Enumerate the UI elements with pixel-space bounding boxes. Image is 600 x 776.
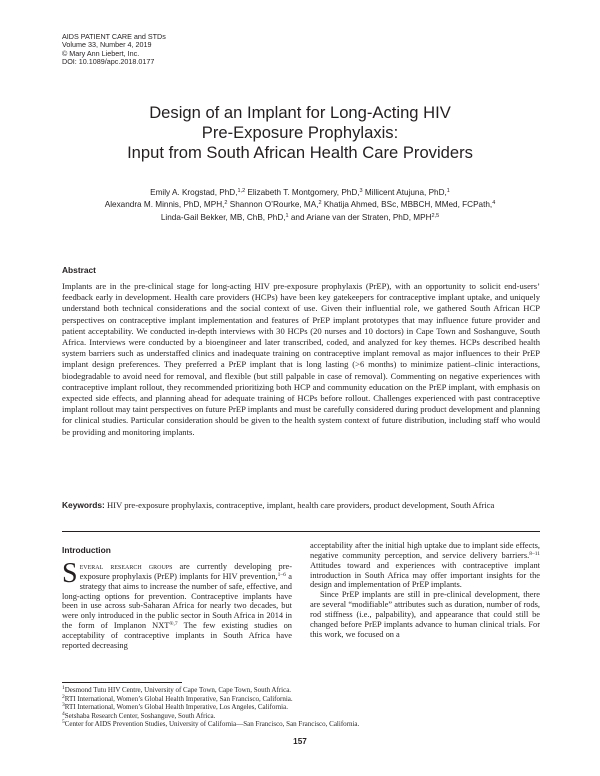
keywords-label: Keywords:: [62, 500, 105, 510]
footnote-marker: 1: [62, 685, 65, 691]
intro-column-left: [62, 558, 292, 651]
author-affil: 2: [318, 200, 322, 207]
journal-header: [62, 33, 166, 67]
author-name: Millicent Atujuna, PhD,: [362, 188, 447, 197]
footnote-text: Center for AIDS Prevention Studies, University of California—San Francisco, San Francisco, California.: [64, 720, 360, 729]
author-affil: 2: [224, 200, 228, 207]
footnote: [62, 720, 359, 729]
footnote-marker: 3: [62, 702, 65, 709]
footnote-text: Setshaba Research Center, Soshanguve, South Africa.: [64, 711, 216, 720]
footnote: [62, 703, 359, 712]
journal-volume: Volume 33, Number 4, 2019: [62, 40, 152, 50]
footnote-marker: 2: [62, 693, 65, 700]
footnote-marker: 5: [62, 719, 65, 726]
author-affil: 1: [285, 212, 289, 219]
intro-text: are currently developing pre-exposure prophylaxis (PrEP) implants for HIV prevention,: [79, 562, 292, 581]
intro-column-right: [310, 541, 540, 639]
author-name: Emily A. Krogstad, PhD,: [150, 188, 238, 197]
journal-name: AIDS PATIENT CARE and STDs: [62, 32, 166, 41]
keywords: [62, 500, 540, 512]
footnote-divider: [62, 682, 182, 683]
author-name: and Ariane van der Straten, PhD, MPH: [288, 212, 432, 222]
page-number: 157: [293, 737, 307, 746]
title-line-2: Pre-Exposure Prophylaxis:: [201, 123, 399, 142]
author-name: Khatija Ahmed, BSc, MBBCH, MMed, FCPath,: [321, 200, 493, 210]
title-line-3: Input from South African Health Care Providers: [127, 143, 473, 162]
footnote-marker: 4: [62, 710, 65, 717]
author-list: [40, 187, 560, 224]
footnote: [62, 695, 359, 704]
footnote-text: Desmond Tutu HIV Centre, University of Cape Town, Cape Town, South Africa.: [64, 686, 292, 694]
intro-paragraph-2: Since PrEP implants are still in pre-clinical development, there are several “modifiable” attributes such as duration, number of rods, rod stiffness (i.e., palpability), and appearance that could still be changed before PrEP implants advance to human clinical trials. For this work, we focused on a: [310, 590, 540, 639]
author-line-3: [40, 212, 560, 224]
author-affil: 3: [359, 188, 363, 194]
author-affil: 1,2: [237, 188, 246, 194]
intro-text: a strategy that aims to increase the number of safe, effective, and long-acting options for prevention. Contraceptive implants have been in use across sub-Saharan Africa for nearly two decades, but were only introduced in the public sector in South Africa in 2014 in the form of Implanon NXT: [62, 571, 292, 631]
author-line-1: [40, 187, 560, 199]
intro-lead-in: everal research groups: [79, 562, 173, 571]
article-title: [60, 103, 540, 163]
author-name: Linda-Gail Bekker, MB, ChB, PhD,: [160, 212, 286, 222]
drop-cap: S: [62, 558, 78, 589]
intro-text: acceptability after the initial high uptake due to implant side effects, negative community perception, and service delivery barriers.: [310, 541, 540, 560]
title-line-1: Design of an Implant for Long-Acting HIV: [149, 103, 451, 122]
keywords-text: HIV pre-exposure prophylaxis, contraceptive, implant, health care providers, product development, South Africa: [104, 500, 495, 510]
author-name: Elizabeth T. Montgomery, PhD,: [245, 188, 360, 197]
journal-copyright: © Mary Ann Liebert, Inc.: [62, 48, 140, 58]
introduction-heading: Introduction: [62, 545, 111, 555]
author-affil: 1: [446, 188, 450, 194]
section-divider: [62, 531, 540, 532]
reference: ®,7: [169, 621, 178, 628]
abstract-heading: Abstract: [62, 265, 96, 275]
journal-doi: DOI: 10.1089/apc.2018.0177: [62, 57, 155, 67]
author-name: Alexandra M. Minnis, PhD, MPH,: [104, 200, 225, 210]
intro-text: Attitudes toward and experiences with contraceptive implant introduction in South Africa may offer important insights for the design and implementation of PrEP implants.: [310, 560, 540, 590]
abstract-text: Implants are in the pre-clinical stage for long-acting HIV pre-exposure prophylaxis (PrEP), with an opportunity to solicit end-users’ feedback early in development. Health care providers (HCPs) have been key gatekeepers for contraceptive implant uptake, and uniquely understand both technical considerations and the social context of use. Given their influential role, we gathered South African HCP perspectives on contraceptive implant implementation and features of PrEP implant prototypes that may influence future provider and patient acceptability. We conducted in-depth interviews with 30 HCPs (20 nurses and 10 doctors) in Cape Town and Soshanguve, South Africa. Interviews were conducted by a bioengineer and later transcribed, coded, and analyzed for key themes. HCPs described health system barriers such as understaffed clinics and inadequate training on contraceptive implant removal as major influences to their PrEP implant design preferences. They preferred a PrEP implant that is long lasting (>6 months) to minimize patient–clinic interactions, biodegradable to avoid need for removal, and flexible (but still palpable in case of removal). Commenting on negative experiences with contraceptive implant rollout, they recommended prioritizing both HCP and community education on the PrEP implant, with emphasis on expected side effects, and planning ahead for adequate training of HCPs before rollout. Challenges experienced with past contraceptive implant rollout may taint perspectives on future PrEP implants and must be carefully considered during product development and planning for clinical studies. Particular consideration should be given to the health system context of future distribution, including staff who would be providing and monitoring implants.: [62, 281, 540, 437]
author-name: Shannon O’Rourke, MA,: [227, 200, 319, 210]
footnotes: [62, 686, 359, 729]
author-line-2: [40, 199, 560, 211]
reference: 1–6: [277, 571, 286, 578]
author-affil: 4: [492, 200, 496, 207]
author-affil: 2,5: [431, 212, 440, 219]
footnote-text: RTI International, Women’s Global Health Imperative, Los Angeles, California.: [64, 703, 288, 712]
footnote: [62, 686, 359, 695]
intro-text: The few existing studies on acceptability of contraceptive implants in South Africa have reported decreasing: [62, 621, 292, 650]
footnote-text: RTI International, Women’s Global Health Imperative, San Francisco, California.: [64, 694, 293, 703]
reference: 8–11: [529, 550, 540, 557]
